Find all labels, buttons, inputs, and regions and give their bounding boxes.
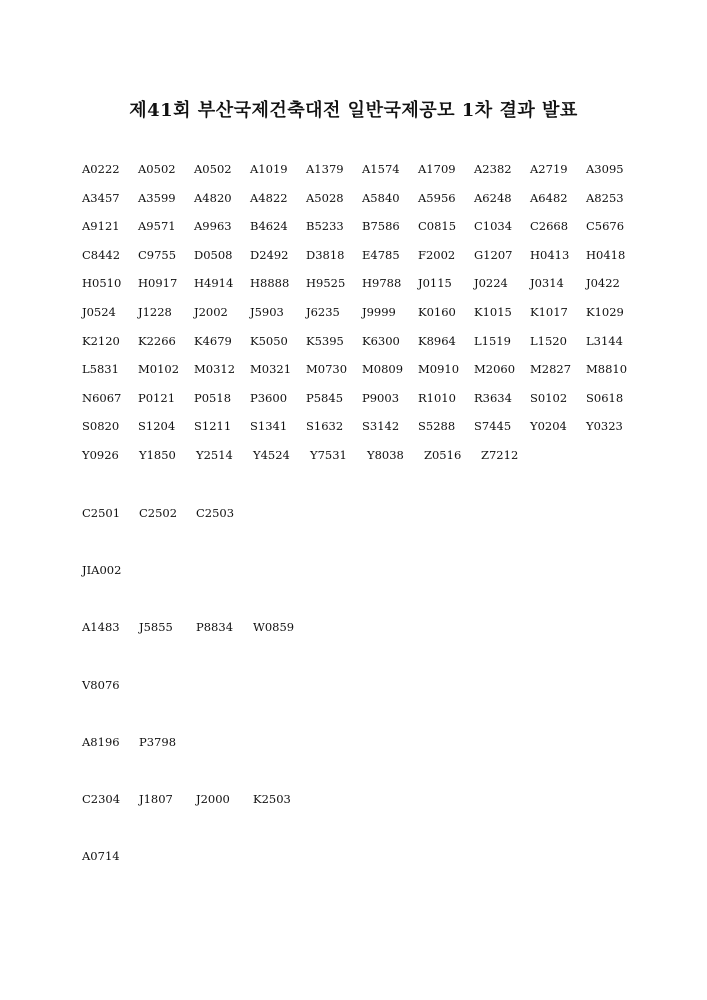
code-row bbox=[82, 303, 642, 332]
entry-code: A5028 bbox=[306, 190, 344, 205]
entry-code: C2501 bbox=[82, 506, 121, 520]
entry-code: L1520 bbox=[530, 333, 567, 348]
entry-code: K6300 bbox=[362, 333, 400, 348]
entry-code: M0321 bbox=[250, 362, 292, 377]
code-group bbox=[82, 676, 642, 733]
entry-code: K2503 bbox=[253, 791, 291, 806]
entry-code: K4679 bbox=[194, 333, 232, 348]
entry-code: J0115 bbox=[418, 276, 452, 291]
code-group bbox=[82, 733, 642, 790]
entry-code: P9003 bbox=[362, 390, 400, 405]
entry-code: A8253 bbox=[586, 190, 624, 205]
entry-code: K1029 bbox=[586, 304, 624, 319]
code-row bbox=[82, 332, 642, 361]
entry-code: H0510 bbox=[82, 276, 122, 291]
entry-code: R3634 bbox=[474, 390, 512, 405]
code-row bbox=[82, 360, 642, 389]
code-group bbox=[82, 504, 642, 561]
code-group bbox=[82, 561, 642, 618]
entry-code: H9788 bbox=[362, 276, 402, 291]
entry-code: P3798 bbox=[139, 734, 177, 749]
entry-code: J0524 bbox=[82, 304, 116, 319]
entry-code: J5903 bbox=[250, 304, 284, 319]
entry-code: D0508 bbox=[194, 247, 233, 262]
entry-code: G1207 bbox=[474, 247, 513, 262]
entry-code: J9999 bbox=[362, 304, 396, 319]
entry-code: C2502 bbox=[139, 506, 178, 520]
code-row bbox=[82, 274, 642, 303]
entry-code: P5845 bbox=[306, 390, 344, 405]
entry-code: Y2514 bbox=[196, 447, 233, 462]
entry-code: N6067 bbox=[82, 390, 122, 405]
entry-code: M0312 bbox=[194, 362, 236, 377]
entry-code: J0224 bbox=[474, 276, 508, 291]
entry-code: K2120 bbox=[82, 333, 120, 348]
code-groups bbox=[82, 504, 642, 904]
entry-code: A3095 bbox=[586, 162, 624, 176]
entry-code: A2719 bbox=[530, 162, 568, 176]
entry-code: Y7531 bbox=[310, 447, 347, 462]
code-row bbox=[82, 446, 642, 475]
entry-code: H0917 bbox=[138, 276, 178, 291]
entry-code: A0714 bbox=[82, 849, 120, 864]
entry-code: M0910 bbox=[418, 362, 460, 377]
entry-code: H8888 bbox=[250, 276, 290, 291]
entry-code: A1709 bbox=[418, 162, 456, 176]
entry-code: V8076 bbox=[82, 677, 120, 692]
entry-code: S0820 bbox=[82, 419, 120, 434]
entry-code: S1632 bbox=[306, 419, 344, 434]
entry-code: Y0323 bbox=[586, 419, 623, 434]
entry-code: Z0516 bbox=[424, 447, 462, 462]
entry-code: C5676 bbox=[586, 219, 625, 234]
entry-code: K5395 bbox=[306, 333, 344, 348]
entry-code: K1017 bbox=[530, 304, 568, 319]
entry-code: A2382 bbox=[474, 162, 512, 176]
code-row bbox=[82, 246, 642, 275]
entry-code: K2266 bbox=[138, 333, 176, 348]
entry-code: S1211 bbox=[194, 419, 232, 434]
entry-code: S7445 bbox=[474, 419, 512, 434]
entry-code: A5956 bbox=[418, 190, 456, 205]
entry-code: C2668 bbox=[530, 219, 569, 234]
code-group bbox=[82, 618, 642, 675]
code-group bbox=[82, 847, 642, 904]
entry-code: H9525 bbox=[306, 276, 346, 291]
entry-code: J5855 bbox=[139, 620, 173, 635]
entry-code: B7586 bbox=[362, 219, 400, 234]
entry-code: H4914 bbox=[194, 276, 234, 291]
entry-code: A0502 bbox=[194, 162, 232, 176]
entry-code: Y4524 bbox=[253, 447, 290, 462]
entry-code: R1010 bbox=[418, 390, 456, 405]
entry-code: A4820 bbox=[194, 190, 232, 205]
entry-code: Y0204 bbox=[530, 419, 567, 434]
entry-code: C8442 bbox=[82, 247, 121, 262]
entry-code: M0809 bbox=[362, 362, 404, 377]
entry-code: Y8038 bbox=[367, 447, 404, 462]
entry-code: W0859 bbox=[253, 620, 295, 635]
entry-code: Z7212 bbox=[481, 447, 519, 462]
code-row bbox=[82, 217, 642, 246]
code-row bbox=[82, 160, 642, 189]
entry-code: A0222 bbox=[82, 162, 120, 176]
entry-code: S1204 bbox=[138, 419, 176, 434]
entry-code: M2827 bbox=[530, 362, 572, 377]
entry-code: A9121 bbox=[82, 219, 120, 234]
entry-code: A1574 bbox=[362, 162, 400, 176]
entry-code: A1019 bbox=[250, 162, 288, 176]
entry-code: A3599 bbox=[138, 190, 176, 205]
entry-code: L1519 bbox=[474, 333, 511, 348]
entry-code: S1341 bbox=[250, 419, 288, 434]
entry-code: A1379 bbox=[306, 162, 344, 176]
entry-code: K0160 bbox=[418, 304, 456, 319]
entry-code: K5050 bbox=[250, 333, 288, 348]
entry-code: B5233 bbox=[306, 219, 344, 234]
entry-code: B4624 bbox=[250, 219, 288, 234]
entry-code: J2000 bbox=[196, 791, 230, 806]
entry-code: M0102 bbox=[138, 362, 180, 377]
entry-code: F2002 bbox=[418, 247, 456, 262]
entry-code: P0121 bbox=[138, 390, 176, 405]
entry-code: C9755 bbox=[138, 247, 177, 262]
entry-code: S0102 bbox=[530, 390, 568, 405]
entry-code: C2503 bbox=[196, 506, 235, 520]
entry-code: L5831 bbox=[82, 362, 119, 377]
entry-code: JIA002 bbox=[82, 563, 122, 578]
entry-code: L3144 bbox=[586, 333, 623, 348]
code-row bbox=[82, 389, 642, 418]
code-list bbox=[82, 160, 642, 475]
entry-code: A1483 bbox=[82, 620, 120, 635]
entry-code: D2492 bbox=[250, 247, 289, 262]
entry-code: P3600 bbox=[250, 390, 288, 405]
entry-code: A0502 bbox=[138, 162, 176, 176]
entry-code: A6482 bbox=[530, 190, 568, 205]
entry-code: A8196 bbox=[82, 734, 120, 749]
entry-code: J6235 bbox=[306, 304, 340, 319]
entry-code: C1034 bbox=[474, 219, 513, 234]
entry-code: P8834 bbox=[196, 620, 234, 635]
page-title: 제41회 부산국제건축대전 일반국제공모 1차 결과 발표 bbox=[129, 100, 578, 121]
entry-code: M0730 bbox=[306, 362, 348, 377]
entry-code: D3818 bbox=[306, 247, 345, 262]
entry-code: A4822 bbox=[250, 190, 288, 205]
entry-code: P0518 bbox=[194, 390, 232, 405]
code-group bbox=[82, 790, 642, 847]
entry-code: J0314 bbox=[530, 276, 564, 291]
entry-code: H0418 bbox=[586, 247, 626, 262]
entry-code: S3142 bbox=[362, 419, 400, 434]
entry-code: C2304 bbox=[82, 791, 121, 806]
entry-code: Y0926 bbox=[82, 447, 119, 462]
entry-code: A6248 bbox=[474, 190, 512, 205]
entry-code: K8964 bbox=[418, 333, 456, 348]
entry-code: A9571 bbox=[138, 219, 176, 234]
entry-code: A3457 bbox=[82, 190, 120, 205]
entry-code: J0422 bbox=[586, 276, 620, 291]
entry-code: M2060 bbox=[474, 362, 516, 377]
code-row bbox=[82, 189, 642, 218]
entry-code: K1015 bbox=[474, 304, 512, 319]
entry-code: J2002 bbox=[194, 304, 228, 319]
entry-code: S0618 bbox=[586, 390, 624, 405]
code-row bbox=[82, 417, 642, 446]
entry-code: A9963 bbox=[194, 219, 232, 234]
entry-code: M8810 bbox=[586, 362, 628, 377]
entry-code: C0815 bbox=[418, 219, 457, 234]
entry-code: J1807 bbox=[139, 791, 173, 806]
entry-code: J1228 bbox=[138, 304, 172, 319]
entry-code: Y1850 bbox=[139, 447, 176, 462]
entry-code: H0413 bbox=[530, 247, 570, 262]
entry-code: E4785 bbox=[362, 247, 400, 262]
entry-code: A5840 bbox=[362, 190, 400, 205]
entry-code: S5288 bbox=[418, 419, 456, 434]
